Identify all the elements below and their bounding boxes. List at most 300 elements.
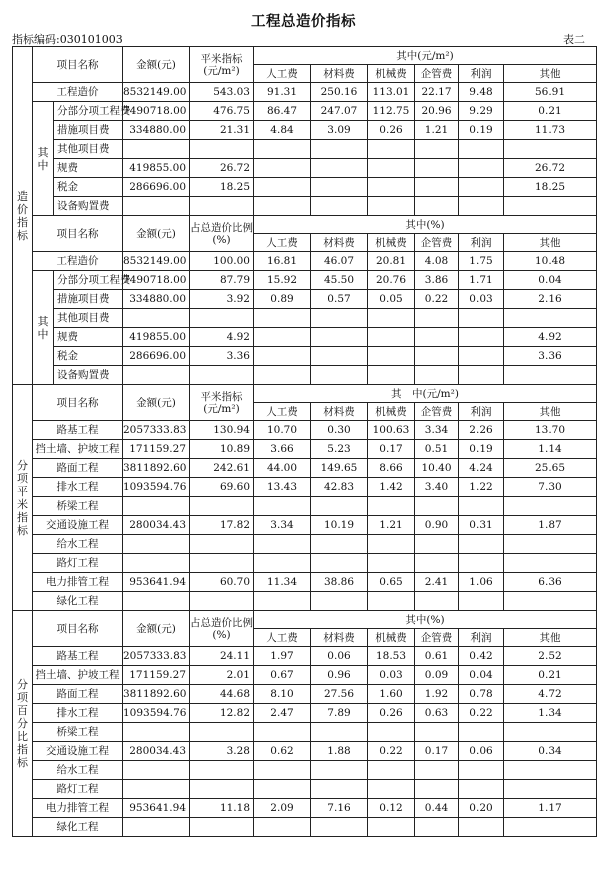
item-name: 税金 [54, 178, 123, 197]
value-cell: 1.97 [254, 647, 311, 666]
value-cell: 171159.27 [123, 440, 190, 459]
value-cell: 0.09 [415, 666, 459, 685]
table-row [13, 535, 597, 554]
value-cell: 0.03 [368, 666, 415, 685]
value-cell [254, 761, 311, 780]
header-col-5: 其他 [504, 403, 597, 421]
table-row [13, 742, 597, 761]
table-row [13, 347, 597, 366]
value-cell [459, 178, 504, 197]
value-cell [504, 592, 597, 611]
value-cell [504, 366, 597, 385]
item-name: 措施项目费 [54, 290, 123, 309]
table-row [13, 102, 597, 121]
item-name: 税金 [54, 347, 123, 366]
value-cell: 3.36 [504, 347, 597, 366]
value-cell [311, 366, 368, 385]
value-cell [459, 347, 504, 366]
header-col-4: 利润 [459, 403, 504, 421]
value-cell [311, 592, 368, 611]
value-cell: 0.22 [459, 704, 504, 723]
value-cell [459, 818, 504, 837]
value-cell [368, 159, 415, 178]
table-row [13, 780, 597, 799]
header-col-5: 其他 [504, 629, 597, 647]
value-cell [459, 366, 504, 385]
value-cell: 1.22 [459, 478, 504, 497]
value-cell: 18.53 [368, 647, 415, 666]
value-cell [459, 309, 504, 328]
value-cell: 419855.00 [123, 328, 190, 347]
value-cell: 4.92 [504, 328, 597, 347]
table-row [13, 440, 597, 459]
value-cell: 4.08 [415, 252, 459, 271]
value-cell [311, 535, 368, 554]
value-cell [504, 554, 597, 573]
value-cell [254, 554, 311, 573]
table-row [13, 592, 597, 611]
value-cell [415, 309, 459, 328]
value-cell [368, 309, 415, 328]
value-cell: 5.23 [311, 440, 368, 459]
header-row [13, 611, 597, 629]
value-cell [123, 761, 190, 780]
item-name: 路基工程 [33, 647, 123, 666]
table-row [13, 799, 597, 818]
value-cell [254, 723, 311, 742]
header-col-0: 人工费 [254, 65, 311, 83]
item-name: 设备购置费 [54, 366, 123, 385]
table-row [13, 271, 597, 290]
value-cell: 1.75 [459, 252, 504, 271]
value-cell: 0.63 [415, 704, 459, 723]
value-cell: 0.96 [311, 666, 368, 685]
item-name: 规费 [54, 328, 123, 347]
header-row [13, 47, 597, 65]
value-cell: 2.09 [254, 799, 311, 818]
value-cell [415, 178, 459, 197]
value-cell: 60.70 [190, 573, 254, 592]
value-cell: 22.17 [415, 83, 459, 102]
value-cell [190, 497, 254, 516]
value-cell: 7.30 [504, 478, 597, 497]
header-breakdown: 其 中(元/m²) [254, 385, 597, 403]
value-cell: 0.12 [368, 799, 415, 818]
value-cell [368, 761, 415, 780]
value-cell: 1.21 [415, 121, 459, 140]
value-cell [415, 780, 459, 799]
value-cell [311, 723, 368, 742]
value-cell: 242.61 [190, 459, 254, 478]
value-cell: 112.75 [368, 102, 415, 121]
value-cell: 1.92 [415, 685, 459, 704]
value-cell: 8.10 [254, 685, 311, 704]
value-cell [311, 309, 368, 328]
header-indicator: 平米指标(元/m²) [190, 47, 254, 83]
header-breakdown: 其中(%) [254, 611, 597, 629]
header-row [13, 385, 597, 403]
value-cell: 1.17 [504, 799, 597, 818]
page-title: 工程总造价指标 [251, 14, 356, 30]
value-cell [504, 818, 597, 837]
value-cell: 12.82 [190, 704, 254, 723]
sub-group-label: 其中 [33, 102, 54, 216]
value-cell: 15.92 [254, 271, 311, 290]
value-cell [254, 592, 311, 611]
value-cell [123, 723, 190, 742]
value-cell: 7490718.00 [123, 271, 190, 290]
value-cell: 46.07 [311, 252, 368, 271]
item-name: 给水工程 [33, 535, 123, 554]
value-cell [459, 159, 504, 178]
section-label-percent: 分项百分比指标 [13, 611, 33, 837]
header-col-3: 企管费 [415, 629, 459, 647]
value-cell [459, 592, 504, 611]
value-cell: 45.50 [311, 271, 368, 290]
value-cell: 286696.00 [123, 178, 190, 197]
header-col-0: 人工费 [254, 403, 311, 421]
value-cell: 91.31 [254, 83, 311, 102]
value-cell: 0.17 [368, 440, 415, 459]
value-cell [504, 780, 597, 799]
value-cell: 286696.00 [123, 347, 190, 366]
value-cell [311, 178, 368, 197]
item-name: 给水工程 [33, 761, 123, 780]
value-cell: 1.60 [368, 685, 415, 704]
header-col-1: 材料费 [311, 403, 368, 421]
header-row [13, 216, 597, 234]
value-cell [368, 535, 415, 554]
table-row [13, 309, 597, 328]
value-cell [123, 366, 190, 385]
value-cell [254, 347, 311, 366]
value-cell [415, 347, 459, 366]
header-col-4: 利润 [459, 234, 504, 252]
value-cell: 419855.00 [123, 159, 190, 178]
header-indicator: 占总造价比例(%) [190, 216, 254, 252]
value-cell [123, 554, 190, 573]
value-cell [504, 197, 597, 216]
value-cell: 17.82 [190, 516, 254, 535]
value-cell: 280034.43 [123, 516, 190, 535]
value-cell: 10.40 [415, 459, 459, 478]
cost-indicator-table [12, 46, 597, 837]
table-row [13, 666, 597, 685]
header-col-0: 人工费 [254, 629, 311, 647]
value-cell: 0.31 [459, 516, 504, 535]
item-name: 其他项目费 [54, 309, 123, 328]
value-cell [254, 140, 311, 159]
value-cell: 3.28 [190, 742, 254, 761]
table-row [13, 83, 597, 102]
header-col-5: 其他 [504, 234, 597, 252]
value-cell [415, 554, 459, 573]
value-cell [504, 535, 597, 554]
value-cell [459, 554, 504, 573]
value-cell: 2.01 [190, 666, 254, 685]
value-cell: 2.41 [415, 573, 459, 592]
value-cell: 38.86 [311, 573, 368, 592]
value-cell: 149.65 [311, 459, 368, 478]
value-cell: 0.21 [504, 666, 597, 685]
value-cell: 0.62 [254, 742, 311, 761]
table-row [13, 328, 597, 347]
item-name: 规费 [54, 159, 123, 178]
value-cell: 0.06 [311, 647, 368, 666]
item-name: 其他项目费 [54, 140, 123, 159]
value-cell: 6.36 [504, 573, 597, 592]
value-cell: 3.66 [254, 440, 311, 459]
value-cell [368, 366, 415, 385]
value-cell: 9.48 [459, 83, 504, 102]
table-row [13, 197, 597, 216]
value-cell: 69.60 [190, 478, 254, 497]
value-cell: 1.06 [459, 573, 504, 592]
value-cell [415, 366, 459, 385]
table-row [13, 685, 597, 704]
value-cell: 0.26 [368, 121, 415, 140]
item-name: 分部分项工程费 [54, 102, 123, 121]
value-cell [123, 140, 190, 159]
value-cell: 26.72 [504, 159, 597, 178]
value-cell [459, 723, 504, 742]
value-cell [368, 723, 415, 742]
value-cell [311, 347, 368, 366]
table-row [13, 554, 597, 573]
value-cell [254, 309, 311, 328]
header-item-name: 项目名称 [33, 47, 123, 83]
value-cell [504, 761, 597, 780]
item-name: 分部分项工程费 [54, 271, 123, 290]
header-amount: 金额(元) [123, 216, 190, 252]
value-cell: 18.25 [504, 178, 597, 197]
value-cell: 3.36 [190, 347, 254, 366]
value-cell [415, 761, 459, 780]
section-label-cost: 造价指标 [13, 47, 33, 385]
value-cell [368, 328, 415, 347]
value-cell: 11.73 [504, 121, 597, 140]
value-cell: 2.52 [504, 647, 597, 666]
value-cell: 11.34 [254, 573, 311, 592]
value-cell: 0.06 [459, 742, 504, 761]
value-cell: 2.47 [254, 704, 311, 723]
value-cell [415, 723, 459, 742]
item-name: 工程造价 [33, 83, 123, 102]
header-col-5: 其他 [504, 65, 597, 83]
value-cell: 20.96 [415, 102, 459, 121]
value-cell: 3.92 [190, 290, 254, 309]
value-cell [368, 178, 415, 197]
value-cell: 953641.94 [123, 799, 190, 818]
value-cell: 100.00 [190, 252, 254, 271]
value-cell: 3.34 [415, 421, 459, 440]
value-cell [415, 159, 459, 178]
table-row [13, 723, 597, 742]
header-col-2: 机械费 [368, 629, 415, 647]
value-cell: 0.22 [368, 742, 415, 761]
value-cell [123, 535, 190, 554]
value-cell: 0.04 [504, 271, 597, 290]
value-cell: 0.44 [415, 799, 459, 818]
table-row [13, 516, 597, 535]
item-name: 挡土墙、护坡工程 [33, 440, 123, 459]
header-col-3: 企管费 [415, 65, 459, 83]
item-name: 设备购置费 [54, 197, 123, 216]
value-cell [254, 178, 311, 197]
value-cell [123, 592, 190, 611]
value-cell [459, 197, 504, 216]
table-row [13, 121, 597, 140]
header-col-3: 企管费 [415, 403, 459, 421]
header-item-name: 项目名称 [33, 385, 123, 421]
value-cell: 10.89 [190, 440, 254, 459]
value-cell [459, 497, 504, 516]
value-cell: 27.56 [311, 685, 368, 704]
value-cell [311, 818, 368, 837]
item-name: 桥梁工程 [33, 497, 123, 516]
value-cell: 4.24 [459, 459, 504, 478]
value-cell [254, 535, 311, 554]
value-cell: 113.01 [368, 83, 415, 102]
item-name: 挡土墙、护坡工程 [33, 666, 123, 685]
table-row [13, 478, 597, 497]
value-cell: 1.14 [504, 440, 597, 459]
header-col-4: 利润 [459, 629, 504, 647]
item-name: 路基工程 [33, 421, 123, 440]
value-cell: 0.65 [368, 573, 415, 592]
value-cell [123, 309, 190, 328]
value-cell: 0.42 [459, 647, 504, 666]
item-name: 路灯工程 [33, 554, 123, 573]
value-cell [254, 328, 311, 347]
item-name: 电力排管工程 [33, 799, 123, 818]
item-name: 排水工程 [33, 478, 123, 497]
item-name: 工程造价 [33, 252, 123, 271]
header-item-name: 项目名称 [33, 216, 123, 252]
value-cell: 4.84 [254, 121, 311, 140]
value-cell [123, 197, 190, 216]
value-cell [123, 497, 190, 516]
header-amount: 金额(元) [123, 47, 190, 83]
value-cell [311, 497, 368, 516]
value-cell: 0.20 [459, 799, 504, 818]
table-row [13, 252, 597, 271]
header-col-2: 机械费 [368, 65, 415, 83]
table-row [13, 573, 597, 592]
value-cell: 11.18 [190, 799, 254, 818]
value-cell [415, 197, 459, 216]
value-cell: 2057333.83 [123, 421, 190, 440]
value-cell: 0.78 [459, 685, 504, 704]
value-cell [368, 497, 415, 516]
value-cell [190, 140, 254, 159]
value-cell [190, 780, 254, 799]
table-row [13, 178, 597, 197]
header-amount: 金额(元) [123, 385, 190, 421]
value-cell: 0.57 [311, 290, 368, 309]
value-cell: 0.22 [415, 290, 459, 309]
header-indicator: 平米指标(元/m²) [190, 385, 254, 421]
value-cell [415, 497, 459, 516]
value-cell [368, 818, 415, 837]
value-cell: 10.19 [311, 516, 368, 535]
value-cell: 0.05 [368, 290, 415, 309]
value-cell: 0.19 [459, 121, 504, 140]
table-body [13, 47, 597, 837]
header-breakdown: 其中(%) [254, 216, 597, 234]
value-cell: 0.03 [459, 290, 504, 309]
value-cell: 3.09 [311, 121, 368, 140]
table-row [13, 761, 597, 780]
value-cell: 953641.94 [123, 573, 190, 592]
value-cell [368, 140, 415, 159]
value-cell: 1.71 [459, 271, 504, 290]
value-cell: 7.89 [311, 704, 368, 723]
value-cell: 1.21 [368, 516, 415, 535]
value-cell [415, 818, 459, 837]
value-cell: 4.92 [190, 328, 254, 347]
value-cell [190, 366, 254, 385]
value-cell: 13.43 [254, 478, 311, 497]
value-cell [368, 592, 415, 611]
value-cell [190, 535, 254, 554]
header-item-name: 项目名称 [33, 611, 123, 647]
item-name: 措施项目费 [54, 121, 123, 140]
value-cell: 86.47 [254, 102, 311, 121]
value-cell [190, 761, 254, 780]
table-number: 表二 [563, 33, 585, 46]
value-cell [415, 592, 459, 611]
item-name: 绿化工程 [33, 592, 123, 611]
table-row [13, 704, 597, 723]
value-cell: 1.42 [368, 478, 415, 497]
value-cell: 7.16 [311, 799, 368, 818]
value-cell [311, 761, 368, 780]
value-cell: 10.48 [504, 252, 597, 271]
value-cell [254, 197, 311, 216]
value-cell [254, 159, 311, 178]
value-cell [311, 328, 368, 347]
value-cell: 0.21 [504, 102, 597, 121]
value-cell: 20.81 [368, 252, 415, 271]
value-cell [415, 328, 459, 347]
value-cell: 8532149.00 [123, 252, 190, 271]
value-cell: 16.81 [254, 252, 311, 271]
value-cell: 3.86 [415, 271, 459, 290]
value-cell: 0.51 [415, 440, 459, 459]
value-cell [459, 328, 504, 347]
value-cell: 24.11 [190, 647, 254, 666]
value-cell: 1093594.76 [123, 704, 190, 723]
item-name: 交通设施工程 [33, 516, 123, 535]
header-col-0: 人工费 [254, 234, 311, 252]
value-cell: 2.26 [459, 421, 504, 440]
value-cell [190, 592, 254, 611]
value-cell [190, 197, 254, 216]
value-cell: 171159.27 [123, 666, 190, 685]
item-name: 路面工程 [33, 685, 123, 704]
item-name: 桥梁工程 [33, 723, 123, 742]
header-col-3: 企管费 [415, 234, 459, 252]
value-cell [190, 309, 254, 328]
value-cell: 1.34 [504, 704, 597, 723]
value-cell: 0.89 [254, 290, 311, 309]
value-cell: 10.70 [254, 421, 311, 440]
value-cell: 0.19 [459, 440, 504, 459]
value-cell: 4.72 [504, 685, 597, 704]
value-cell [368, 780, 415, 799]
value-cell: 25.65 [504, 459, 597, 478]
